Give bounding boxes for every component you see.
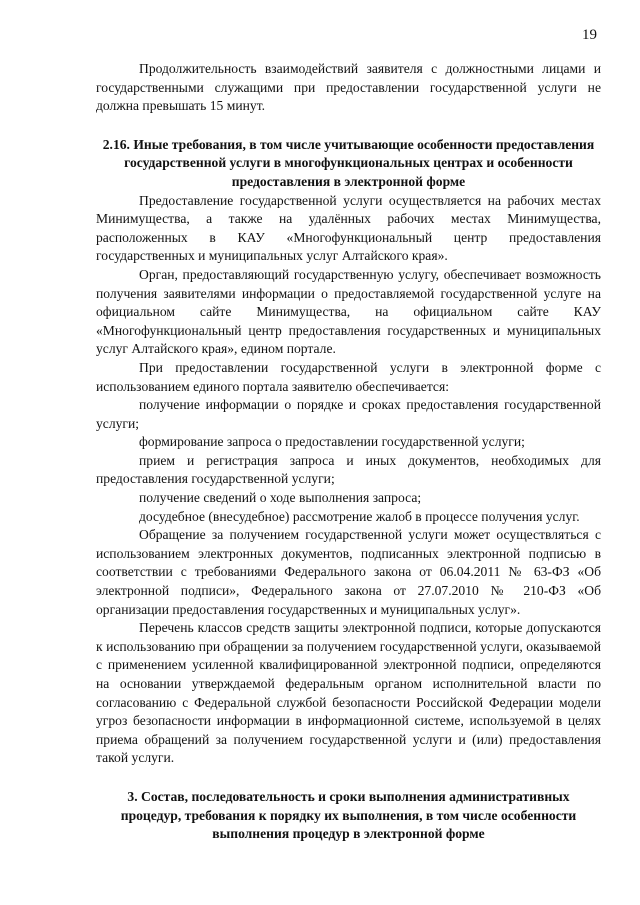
paragraph: Обращение за получением государственной услуги может осуществляться с использованием электронных документов, подписанных электронной подписью в соответствии с требованиями Федерального закона от 06.04.2011 № 63-ФЗ «Об электронной подписи», Федерального закона от 27.07.2010 № 210-ФЗ «Об организации предоставления государственных и муниципальных услуг». [96,527,601,617]
list-item: получение информации о порядке и сроках предоставления государственной услуги; [96,397,601,431]
paragraph: Предоставление государственной услуги осуществляется на рабочих местах Минимущества, а также на удалённых рабочих местах Минимущества, расположенных в КАУ «Многофункциональный центр предоставления государственных и муниципальных услуг Алтайского края». [96,192,601,264]
page-number: 19 [582,27,597,43]
list-item: получение сведений о ходе выполнения запроса; [139,490,422,506]
page-body [96,60,601,844]
section-heading-2-16: 2.16. Иные требования, в том числе учитывающие особенности предоставления государственной услуги в многофункциональных центрах и особенности предоставления в электронной форме [102,136,595,189]
section-heading-3: 3. Состав, последовательность и сроки выполнения административных процедур, требования к порядку их выполнения, в том числе особенности выполнения процедур в электронной форме [120,788,577,842]
list-item: досудебное (внесудебное) рассмотрение жалоб в процессе получения услуг. [139,508,580,524]
paragraph: Орган, предоставляющий государственную услугу, обеспечивает возможность получения заявителями информации о предоставляемой государственной услуге на официальном сайте Минимущества, на официальном сайте КАУ «Многофункциональный центр предоставления государственных и муниципальных услуг Алтайского края», едином портале. [96,266,601,357]
list-item: формирование запроса о предоставлении государственной услуги; [139,434,525,450]
paragraph: Перечень классов средств защиты электронной подписи, которые допускаются к использованию при обращении за получением государственной услуги, оказываемой с применением усиленной квалифицированной электронной подписи, определяются на основании утверждаемой федеральным органом исполнительной власти по согласованию с Федеральной службой безопасности Российской Федерации модели угроз безопасности информации в информационной системе, используемой в целях приема обращений за получением государственной услуги и (или) предоставления такой услуги. [96,620,601,766]
paragraph: При предоставлении государственной услуги в электронной форме с использованием единого портала заявителю обеспечивается: [96,359,601,394]
list-item: прием и регистрация запроса и иных документов, необходимых для предоставления государственной услуги; [96,452,601,487]
paragraph-intro: Продолжительность взаимодействий заявителя с должностными лицами и государственными служащими при предоставлении государственной услуги не должна превышать 15 минут. [96,61,601,114]
